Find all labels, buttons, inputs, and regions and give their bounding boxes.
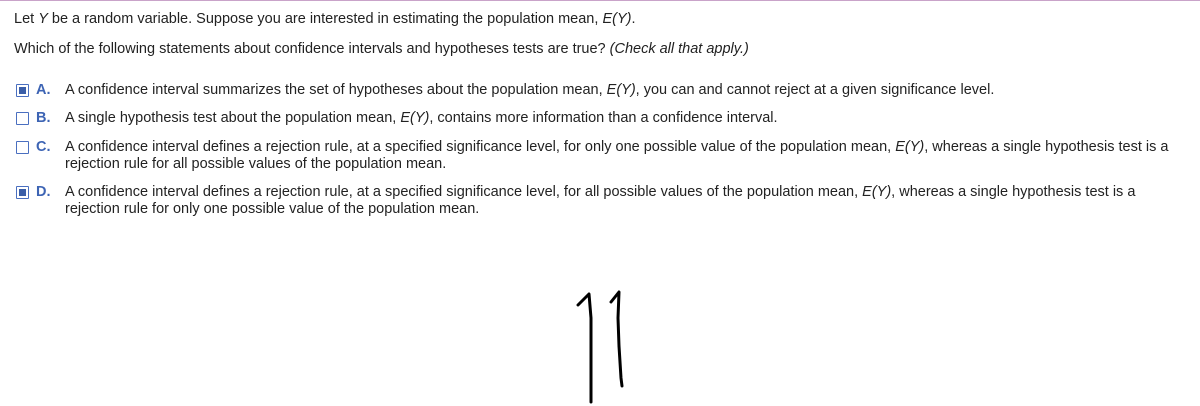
choice-c-checkbox[interactable] (16, 141, 29, 154)
choice-c-letter: C. (36, 139, 51, 155)
handwritten-stroke-2 (611, 292, 622, 386)
choice-b-text-post: , contains more information than a confidence interval. (429, 110, 778, 126)
choice-a-letter: A. (36, 82, 51, 98)
choice-a-symbol: E(Y) (606, 82, 636, 98)
choice-d-text-pre: A confidence interval defines a rejection rule, at a specified significance level, for all possible values of the population mean, (65, 184, 863, 200)
choice-b-letter: B. (36, 110, 51, 126)
choice-d-text[interactable] (65, 184, 1196, 218)
choice-c-symbol: E(Y) (895, 139, 925, 155)
choice-d-checkbox[interactable] (16, 186, 29, 199)
choice-d[interactable] (16, 184, 1196, 218)
intro-middle: be a random variable. Suppose you are interested in estimating the population mean, (47, 11, 603, 27)
choice-b-text[interactable] (65, 110, 1196, 127)
intro-symbol: E(Y) (602, 11, 632, 27)
question-prompt (14, 41, 749, 57)
top-divider (0, 0, 1200, 1)
handwritten-annotation (555, 278, 645, 406)
choice-a-text-post: , you can and cannot reject at a given significance level. (635, 82, 995, 98)
choice-c[interactable] (16, 139, 1196, 173)
choice-d-letter: D. (36, 184, 51, 200)
choice-c-text[interactable] (65, 139, 1196, 173)
intro-prefix: Let (14, 11, 39, 27)
handwritten-stroke-1 (578, 294, 591, 402)
intro-variable: Y (38, 11, 48, 27)
choice-a-text-pre: A confidence interval summarizes the set of hypotheses about the population mean, (65, 82, 607, 98)
choice-b[interactable] (16, 110, 1196, 127)
intro-suffix: . (631, 11, 636, 27)
choice-a-checkbox[interactable] (16, 84, 29, 97)
question-hint: (Check all that apply.) (609, 41, 749, 57)
choice-b-symbol: E(Y) (400, 110, 430, 126)
choice-b-text-pre: A single hypothesis test about the population mean, (65, 110, 401, 126)
choice-a[interactable] (16, 82, 1196, 99)
choice-c-text-pre: A confidence interval defines a rejection rule, at a specified significance level, for only one possible value of the population mean, (65, 139, 896, 155)
choice-c-text-post: , whereas a single hypothesis test is a rejection rule for all possible values of the population mean. (65, 139, 1169, 172)
question-text: Which of the following statements about confidence intervals and hypotheses tests are true? (14, 41, 610, 57)
choice-d-text-post: , whereas a single hypothesis test is a rejection rule for only one possible value of the population mean. (65, 184, 1136, 217)
problem-intro (14, 11, 635, 27)
choice-b-checkbox[interactable] (16, 112, 29, 125)
choice-a-text[interactable] (65, 82, 1196, 99)
choice-d-symbol: E(Y) (862, 184, 892, 200)
